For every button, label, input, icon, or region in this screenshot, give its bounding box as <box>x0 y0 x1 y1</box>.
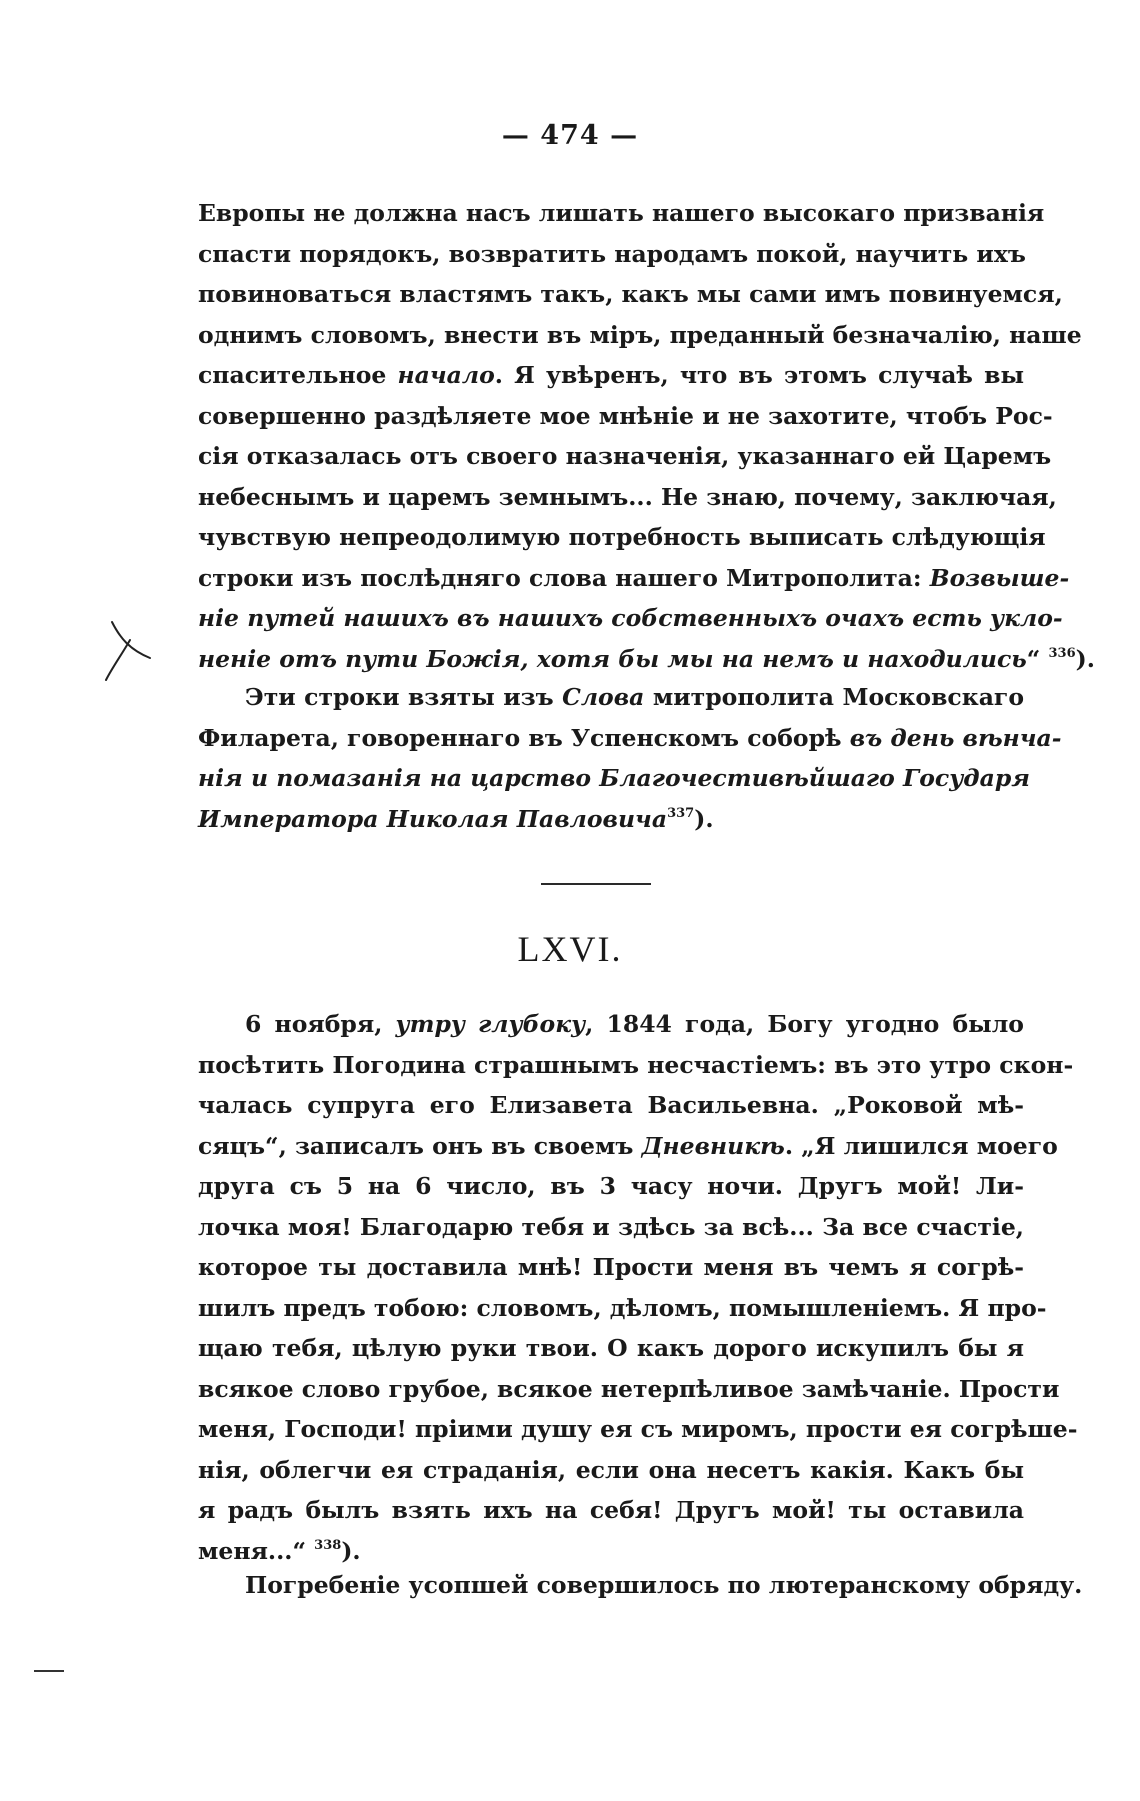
text-line: чувствую непреодолимую потребность выписать слѣдующія <box>198 523 1046 551</box>
italic-span: начало <box>397 361 495 389</box>
text-line: Погребеніе усопшей совершилось по лютеранскому обряду. <box>245 1571 1083 1599</box>
page-number: — 474 — <box>501 120 639 151</box>
text-line: совершенно раздѣляете мое мнѣніе и не захотите, чтобъ Рос- <box>198 401 1053 430</box>
edge-mark <box>34 1670 64 1672</box>
text-span: . „Я лишился моего <box>784 1131 1058 1160</box>
text-line: шилъ предъ тобою: словомъ, дѣломъ, помышленіемъ. Я про- <box>198 1293 1047 1322</box>
text-span: “ <box>1026 644 1049 673</box>
chapter-title: LXVI. <box>517 929 623 969</box>
text-span: . Я увѣренъ, что въ этомъ случаѣ вы <box>494 361 1024 389</box>
footnote-ref: 338 <box>314 1537 342 1553</box>
text-line: всякое слово грубое, всякое нетерпѣливое замѣчаніе. Прости <box>198 1374 1060 1403</box>
text-span: меня...“ <box>198 1536 315 1565</box>
text-line <box>198 718 1062 759</box>
text-line <box>198 1126 1058 1167</box>
text-span: митрополита Московскаго <box>644 683 1024 711</box>
text-span: строки изъ послѣдняго слова нашего Митрополита: <box>198 563 930 592</box>
text-line: посѣтить Погодина страшнымъ несчастіемъ: въ это утро скон- <box>198 1050 1074 1079</box>
italic-span: Возвыше- <box>929 563 1070 592</box>
footnote-ref: 336 <box>1048 645 1076 661</box>
text-line: повиноваться властямъ такъ, какъ мы сами имъ повинуемся, <box>198 280 1063 308</box>
text-line: нія и помазанія на царство Благочестивѣйшаго Государя <box>198 764 1030 792</box>
italic-span: неніе отъ пути Божія, хотя бы мы на немъ и находились <box>198 644 1027 673</box>
italic-span: въ день вѣнча- <box>849 723 1062 752</box>
text-line: небеснымъ и царемъ земнымъ... Не знаю, почему, заключая, <box>198 482 1057 511</box>
italic-span: Дневникѣ <box>641 1131 785 1160</box>
text-line <box>198 558 1070 599</box>
text-line: друга съ 5 на 6 число, въ 3 часу ночи. Другъ мой! Ли- <box>198 1172 1024 1200</box>
text-line: спасти порядокъ, возвратить народамъ покой, научить ихъ <box>198 239 1026 268</box>
text-span: спасительное <box>198 361 398 389</box>
text-line <box>198 799 1024 840</box>
text-line: которое ты доставила мнѣ! Прости меня въ чемъ я согрѣ- <box>198 1253 1024 1281</box>
footnote-ref: 337 <box>667 805 695 821</box>
italic-span: утру глубоку <box>395 1010 586 1038</box>
text-span: Филарета, говореннаго въ Успенскомъ соборѣ <box>198 723 850 752</box>
paragraph <box>198 1004 1078 1571</box>
text-line: однимъ словомъ, внести въ міръ, преданный безначалію, наше <box>198 320 1082 349</box>
section-divider <box>541 883 651 885</box>
text-line <box>198 677 1024 718</box>
text-span: , 1844 года, Богу угодно было <box>585 1010 1024 1038</box>
text-line: я радъ былъ взять ихъ на себя! Другъ мой! ты оставила <box>198 1496 1024 1524</box>
paragraph <box>198 193 1095 679</box>
text-line <box>198 355 1024 396</box>
handwritten-cross-mark <box>100 618 156 682</box>
text-line <box>198 1004 1024 1045</box>
italic-span: Императора Николая Павловича <box>198 804 668 833</box>
text-span: сяцъ“, записалъ онъ въ своемъ <box>198 1131 642 1160</box>
paragraph <box>198 677 1062 839</box>
text-line: нія, облегчи ея страданія, если она несетъ какія. Какъ бы <box>198 1455 1024 1484</box>
text-span: 6 ноября, <box>245 1010 396 1038</box>
text-line: щаю тебя, цѣлую руки твои. О какъ дорого искупилъ бы я <box>198 1334 1024 1362</box>
italic-span: Слова <box>562 683 645 711</box>
text-line: лочка моя! Благодарю тебя и здѣсь за всѣ... За все счастіе, <box>198 1212 1024 1241</box>
text-line: сія отказалась отъ своего назначенія, указаннаго ей Царемъ <box>198 442 1052 470</box>
text-span: ). <box>341 1536 361 1565</box>
paragraph <box>198 1565 1083 1606</box>
text-line: ніе путей нашихъ въ нашихъ собственныхъ очахъ есть укло- <box>198 604 1063 632</box>
text-line <box>198 639 1095 680</box>
text-span: ). <box>694 804 714 833</box>
text-line: чалась супруга его Елизавета Васильевна. „Роковой мѣ- <box>198 1091 1024 1119</box>
text-line: Европы не должна насъ лишать нашего высокаго призванія <box>198 199 1045 227</box>
text-span: ). <box>1075 644 1095 673</box>
text-line: меня, Господи! пріими душу ея съ миромъ, прости ея согрѣше- <box>198 1415 1078 1443</box>
text-span: Эти строки взяты изъ <box>245 683 563 711</box>
